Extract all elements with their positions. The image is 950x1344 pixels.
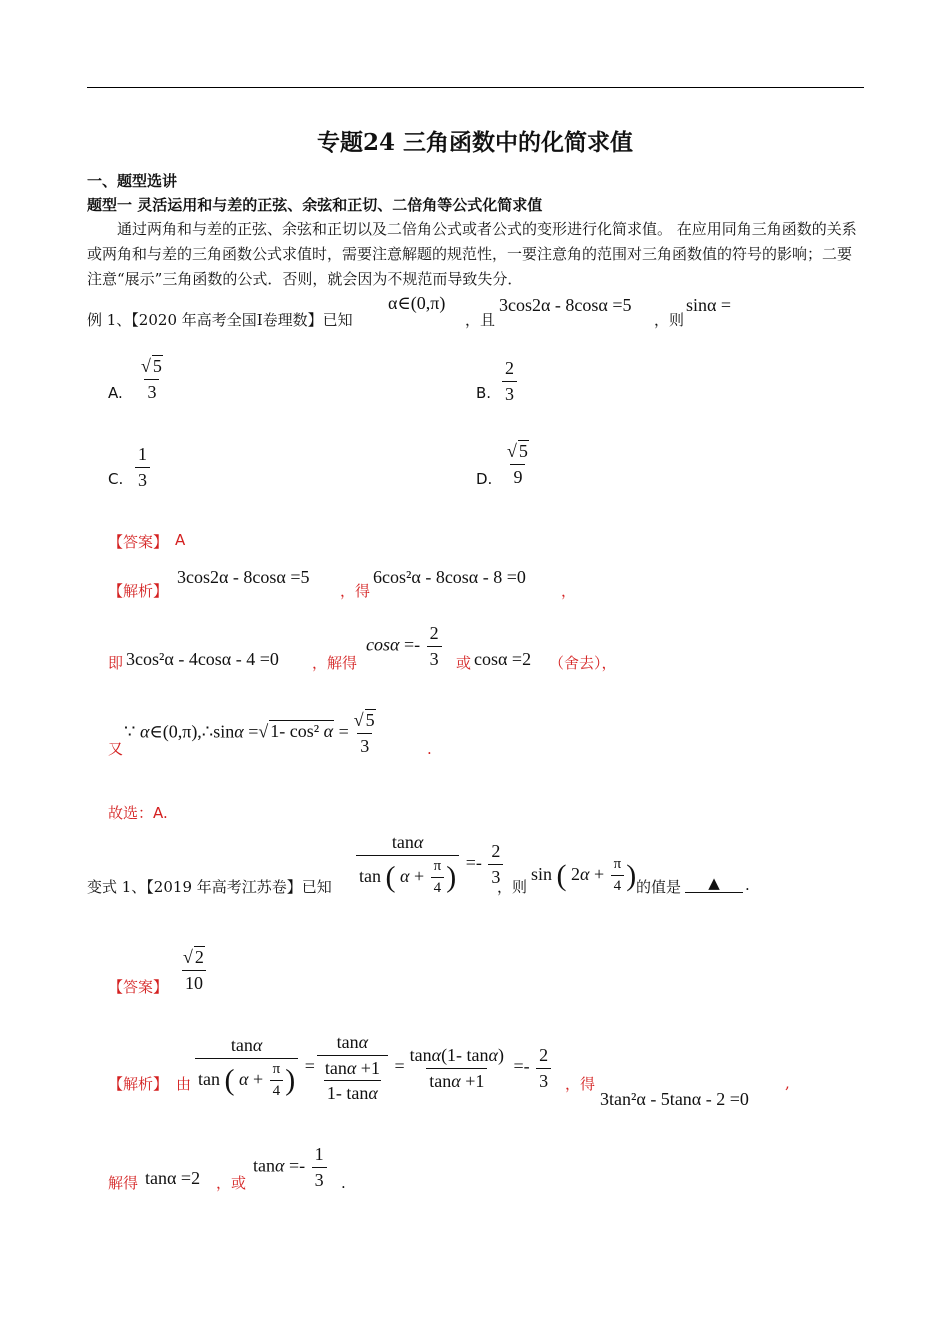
page-title: 专题24 三角函数中的化简求值 <box>316 129 633 156</box>
example1-ask: sinα = <box>686 295 732 315</box>
option-d-label: D. <box>476 470 493 488</box>
variant1-tan-value: tanα =- $\frac{1}{3}$ <box>253 1144 329 1190</box>
variant1-you: 由 <box>176 1075 192 1093</box>
variant1-then: ，则 <box>497 878 528 896</box>
variant1-blank: ▲ <box>685 874 743 893</box>
example1-then: ，则 <box>654 311 685 329</box>
example1-eq4: cosα =2 <box>474 649 532 669</box>
example1-huo: 或 <box>456 654 472 672</box>
example1-you: 又 <box>108 740 124 758</box>
example1-prefix: 例 1、【2020 年高考全国Ⅰ卷理数】已知 <box>87 311 353 329</box>
example1-eq1: 3cos2α - 8cosα =5 <box>177 567 310 587</box>
variant1-ask: sin ( 2α + $\frac{\pi}{4}$ ) <box>531 856 637 895</box>
variant1-jiede: 解得 <box>108 1174 139 1192</box>
section-heading: 一、题型选讲 <box>87 172 178 190</box>
example1-ji: 即 <box>108 654 124 672</box>
variant1-derivation: tanα tan ( α + $\frac{\pi}{4}$ ) = $\frac{\tan\alpha}{\frac{\tan\alpha +1}{1- \tan\alpha}}$ = $\frac{\tan\alpha(1- \tan\alpha)}{\tan\alpha +1}$ =- $\frac{2}{3}$ <box>193 1032 553 1104</box>
example1-de: ，得 <box>340 582 371 600</box>
intro-paragraph: 通过两角和与差的正弦、余弦和正切以及二倍角公式或者公式的变形进行化简求值。 在应用同角三角函数的关系或两角和与差的三角函数公式求值时，需要注意解题的规范性，一要注意角的范围对三角函数值的符号的影响；二要注意“展示”三角函数的公式．否则，就会因为不规范而导致失分． <box>87 220 857 288</box>
option-a-value: $\frac{√ 5}{3}$ <box>141 356 162 402</box>
example1-cond1: α∈(0,π) <box>388 293 446 313</box>
variant1-given: tanα tan ( α + $\frac{\pi}{4}$ ) =- $\frac{2}{3}$ <box>354 832 505 897</box>
option-c-label: C. <box>108 470 124 488</box>
example1-and: ，且 <box>465 311 496 329</box>
variant1-analysis-label: 【解析】 <box>108 1075 169 1093</box>
example1-sin-derivation: ∵ α∈(0,π),∴sinα =√ 1- cos² α = $\frac{√ 5}{3}$ <box>124 710 375 756</box>
option-b-value: $\frac{2}{3}$ <box>500 358 519 404</box>
example1-answer: A <box>175 531 186 549</box>
variant1-comma: , <box>785 1074 790 1092</box>
example1-cond2: 3cos2α - 8cosα =5 <box>499 295 632 315</box>
example1-jiede: ，解得 <box>312 654 358 672</box>
example1-cos-value: cosα =- $\frac{2}{3}$ <box>366 623 444 669</box>
option-c-value: $\frac{1}{3}$ <box>133 444 152 490</box>
example1-analysis-label: 【解析】 <box>108 582 169 600</box>
example1-sheqv: （舍去）， <box>549 654 617 672</box>
example1-eq2: 6cos²α - 8cosα - 8 =0 <box>373 567 526 587</box>
type-heading: 题型一 灵活运用和与差的正弦、余弦和正切、二倍角等公式化简求值 <box>87 196 543 214</box>
variant1-de: ，得 <box>565 1075 596 1093</box>
variant1-ask-suffix: 的值是 <box>636 878 682 896</box>
variant1-eq-a: 3tan²α - 5tanα - 2 =0 <box>600 1089 749 1109</box>
option-d-value: $\frac{√ 5}{9}$ <box>507 441 528 487</box>
header-rule <box>87 87 864 88</box>
variant1-huo: ，或 <box>216 1174 247 1192</box>
variant1-prefix: 变式 1、【2019 年高考江苏卷】已知 <box>87 878 332 896</box>
option-b-label: B. <box>476 384 492 402</box>
variant1-answer: $\frac{√ 2}{10}$ <box>178 947 210 993</box>
variant1-period: . <box>745 876 750 894</box>
example1-comma: ， <box>561 582 577 600</box>
variant1-answer-label: 【答案】 <box>108 978 169 996</box>
example1-answer-label: 【答案】 <box>108 533 169 551</box>
option-a-label: A. <box>108 384 123 402</box>
variant1-dot: . <box>341 1174 346 1192</box>
variant1-eq-b: tanα =2 <box>145 1168 201 1188</box>
example1-eq3: 3cos²α - 4cosα - 4 =0 <box>126 649 279 669</box>
example1-dot: . <box>427 740 432 758</box>
example1-choose: 故选：A. <box>108 804 168 822</box>
